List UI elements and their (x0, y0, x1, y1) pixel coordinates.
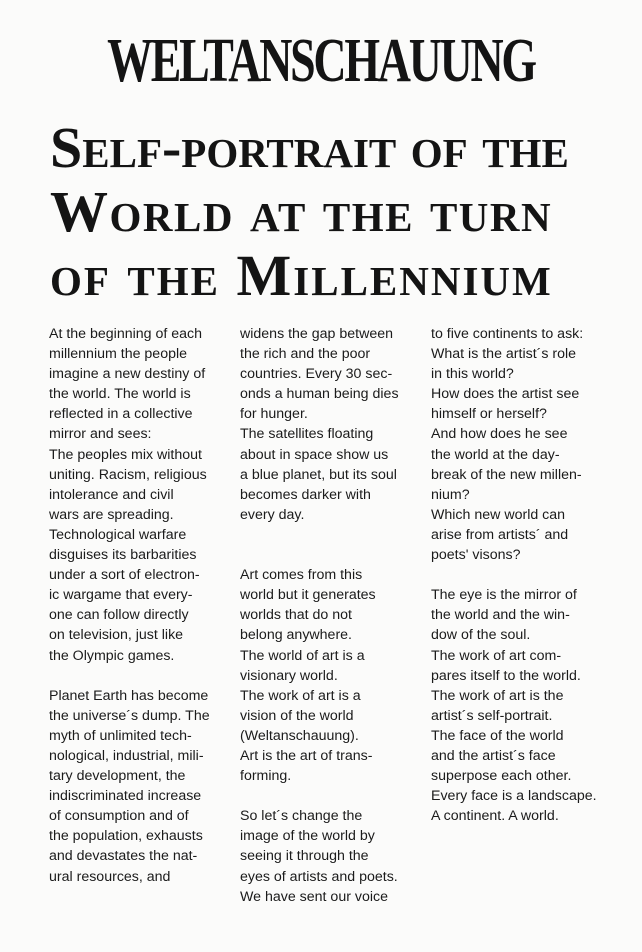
text-line: mirror and sees: (49, 426, 152, 443)
text-line: disguises its barbarities (49, 547, 197, 564)
text-line: the world at the day- (431, 446, 560, 463)
text-line: Which new world can (431, 506, 566, 523)
text-line: in this world? (431, 366, 514, 383)
text-line: image of the world by (240, 828, 375, 845)
text-line: nological, industrial, mili- (49, 747, 204, 764)
text-line: pares itself to the world. (431, 667, 581, 684)
text-line: (Weltanschauung). (240, 727, 359, 744)
text-line: The eye is the mirror of (431, 587, 577, 604)
text-line: millennium the people (49, 346, 188, 363)
text-line: eyes of artists and poets. (240, 868, 398, 885)
text-line: uniting. Racism, religious (49, 466, 207, 483)
text-line: intolerance and civil (49, 486, 174, 503)
text-line: Planet Earth has become (49, 687, 209, 704)
text-line: We have sent our voice (240, 888, 388, 905)
text-line: the population, exhausts (49, 828, 203, 845)
text-line: wars are spreading. (49, 506, 174, 523)
text-line: the world and the win- (431, 607, 570, 624)
text-line: worlds that do not (240, 607, 352, 624)
text-line: one can follow directly (49, 607, 189, 624)
text-line: ic wargame that every- (49, 587, 193, 604)
text-line: the universe´s dump. The (49, 707, 210, 724)
text-line: arise from artists´ and (431, 526, 569, 543)
text-line: the world. The world is (49, 386, 191, 403)
text-line: every day. (240, 506, 305, 523)
text-line: vision of the world (240, 707, 354, 724)
text-line: The work of art is the (431, 687, 564, 704)
text-line: artist´s self-portrait. (431, 707, 553, 724)
text-line: widens the gap between (240, 326, 394, 342)
text-line: The world of art is a (240, 647, 365, 664)
text-line: forming. (240, 768, 292, 785)
text-line: superpose each other. (431, 768, 572, 785)
text-line: tary development, the (49, 768, 186, 785)
text-line: and the artist´s face (431, 747, 556, 764)
text-line: under a sort of electron- (49, 567, 200, 584)
text-line: seeing it through the (240, 848, 369, 865)
paragraph-gap (49, 666, 231, 686)
subtitle-line: World at the turn (50, 179, 553, 244)
text-line: to five continents to ask: (431, 326, 584, 342)
text-line: The satellites floating (240, 426, 374, 443)
text-line: a blue planet, but its soul (240, 466, 397, 483)
text-line: A continent. A world. (431, 808, 559, 825)
text-line: Art comes from this (240, 567, 363, 584)
text-line: poets' visons? (431, 547, 521, 564)
subtitle-line: Self-portrait of the (50, 115, 569, 180)
text-line: reflected in a collective (49, 406, 193, 423)
text-line: And how does he see (431, 426, 568, 443)
text-line: Every face is a landscape. (431, 788, 597, 805)
text-line: The work of art com- (431, 647, 562, 664)
text-line: himself or herself? (431, 406, 547, 423)
text-line: myth of unlimited tech- (49, 727, 192, 744)
text-line: How does the artist see (431, 386, 580, 403)
text-line: onds a human being dies (240, 386, 399, 403)
text-line: The work of art is a (240, 687, 361, 704)
paragraph-gap (240, 545, 422, 565)
text-line: world but it generates (240, 587, 376, 604)
text-line: becomes darker with (240, 486, 371, 503)
paragraph-gap (240, 786, 422, 806)
text-line: break of the new millen- (431, 466, 582, 483)
text-line: Technological warfare (49, 526, 187, 543)
text-line: nium? (431, 486, 470, 503)
text-line: about in space show us (240, 446, 389, 463)
page-subtitle (50, 116, 620, 308)
text-line: on television, just like (49, 627, 184, 644)
text-line: ural resources, and (49, 868, 171, 885)
text-line: Art is the art of trans- (240, 747, 373, 764)
text-line: visionary world. (240, 667, 338, 684)
text-line: The peoples mix without (49, 446, 202, 463)
text-line: At the beginning of each (49, 326, 203, 342)
text-line: and devastates the nat- (49, 848, 198, 865)
text-line: dow of the soul. (431, 627, 531, 644)
page-title: WELTANSCHAUUNG (107, 27, 535, 95)
text-line: indiscriminated increase (49, 788, 202, 805)
text-line: The face of the world (431, 727, 564, 744)
text-line: What is the artist´s role (431, 346, 577, 363)
text-line: of consumption and of (49, 808, 189, 825)
text-column-2 (240, 324, 422, 907)
text-column-1 (49, 324, 231, 887)
text-line: the Olympic games. (49, 647, 175, 664)
subtitle-line: of the Millennium (50, 243, 553, 308)
text-line: So let´s change the (240, 808, 363, 825)
text-line: imagine a new destiny of (49, 366, 206, 383)
text-line: the rich and the poor (240, 346, 371, 363)
paragraph-gap (431, 565, 613, 585)
text-line: belong anywhere. (240, 627, 353, 644)
paragraph-gap (240, 525, 422, 545)
text-line: for hunger. (240, 406, 308, 423)
text-line: countries. Every 30 sec- (240, 366, 393, 383)
text-column-3 (431, 324, 613, 826)
